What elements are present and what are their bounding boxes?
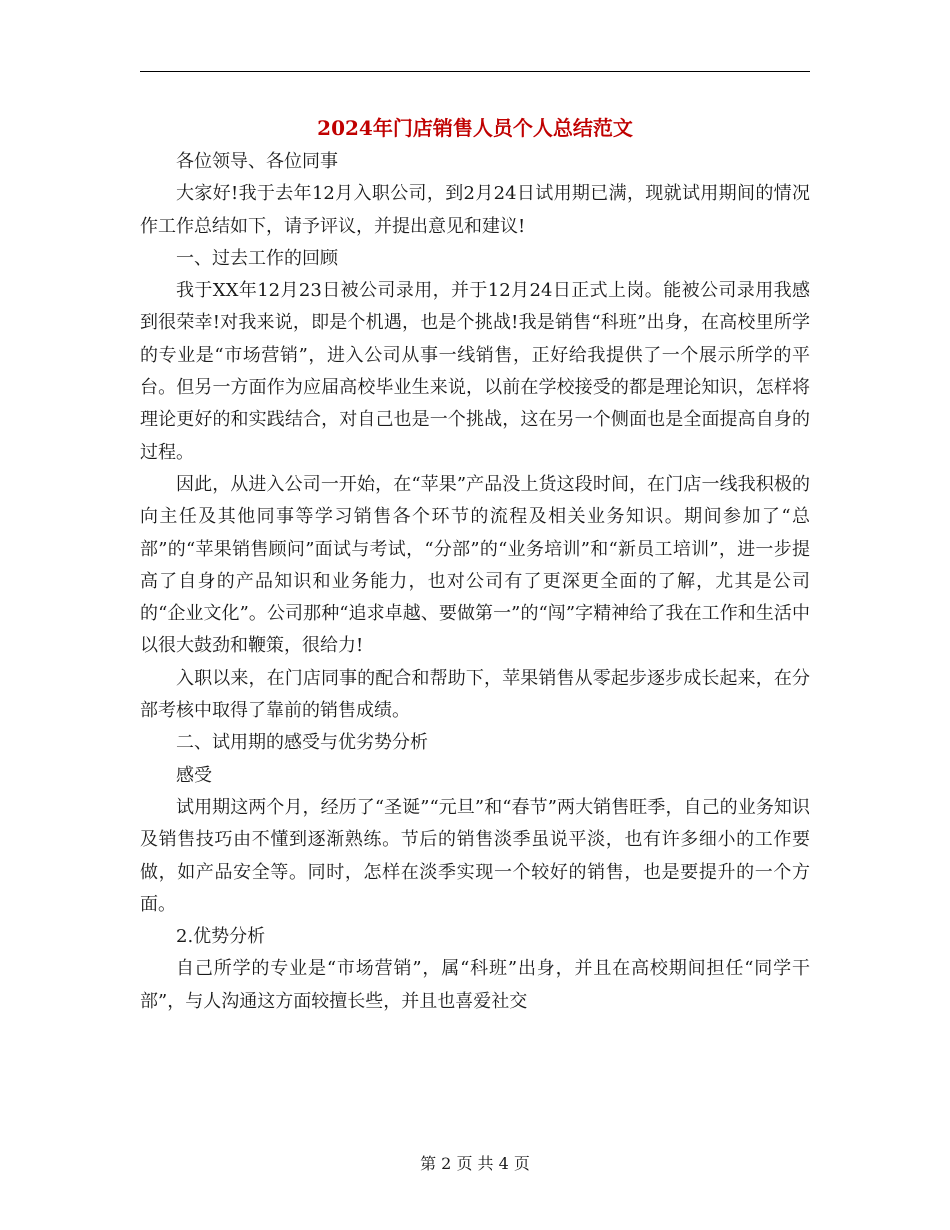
page-footer: 第 2 页 共 4 页 [420, 1154, 530, 1173]
header-rule [140, 71, 810, 72]
paragraph-review: 我于XX年12月23日被公司录用，并于12月24日正式上岗。能被公司录用我感到很荣幸!对我来说，即是个机遇，也是个挑战!我是销售“科班”出身，在高校里所学的专业是“市场营销”，进入公司从事一线销售，正好给我提供了一个展示所学的平台。但另一方面作为应届高校毕业生来说，以前在学校接受的都是理论知识，怎样将理论更好的和实践结合，对自己也是一个挑战，这在另一个侧面也是全面提高自身的过程。 [140, 280, 810, 463]
section-heading-2: 二、试用期的感受与优劣势分析 [176, 732, 428, 754]
paragraph-results: 入职以来，在门店同事的配合和帮助下，苹果销售从零起步逐步成长起来，在分部考核中取得了靠前的销售成绩。 [140, 667, 810, 722]
document-body [140, 146, 810, 1018]
section-heading-1: 一、过去工作的回顾 [176, 247, 338, 269]
subheading-advantages: 2.优势分析 [176, 926, 266, 948]
subheading-feelings: 感受 [176, 764, 212, 786]
paragraph-salutation: 各位领导、各位同事 [176, 151, 338, 172]
paragraph-advantages: 自己所学的专业是“市场营销”，属“科班”出身，并且在高校期间担任“同学干部”，与人沟通这方面较擅长些，并且也喜爱社交 [140, 958, 810, 1012]
paragraph-feelings: 试用期这两个月，经历了“圣诞”“元旦”和“春节”两大销售旺季，自己的业务知识及销售技巧由不懂到逐渐熟练。节后的销售淡季虽说平淡，也有许多细小的工作要做，如产品安全等。同时，怎样在淡季实现一个较好的销售，也是要提升的一个方面。 [140, 796, 810, 915]
paragraph-greeting: 大家好!我于去年12月入职公司，到2月24日试用期已满，现就试用期间的情况作工作总结如下，请予评议，并提出意见和建议! [140, 183, 810, 237]
document-title: 2024年门店销售人员个人总结范文 [317, 116, 633, 140]
paragraph-training: 因此，从进入公司一开始，在“苹果”产品没上货这段时间，在门店一线我积极的向主任及其他同事等学习销售各个环节的流程及相关业务知识。期间参加了“总部”的“苹果销售顾问”面试与考试，“分部”的“业务培训”和“新员工培训”，进一步提高了自身的产品知识和业务能力，也对公司有了更深更全面的了解，尤其是公司的“企业文化”。公司那种“追求卓越、要做第一”的“闯”字精神给了我在工作和生活中以很大鼓劲和鞭策，很给力! [140, 473, 810, 657]
